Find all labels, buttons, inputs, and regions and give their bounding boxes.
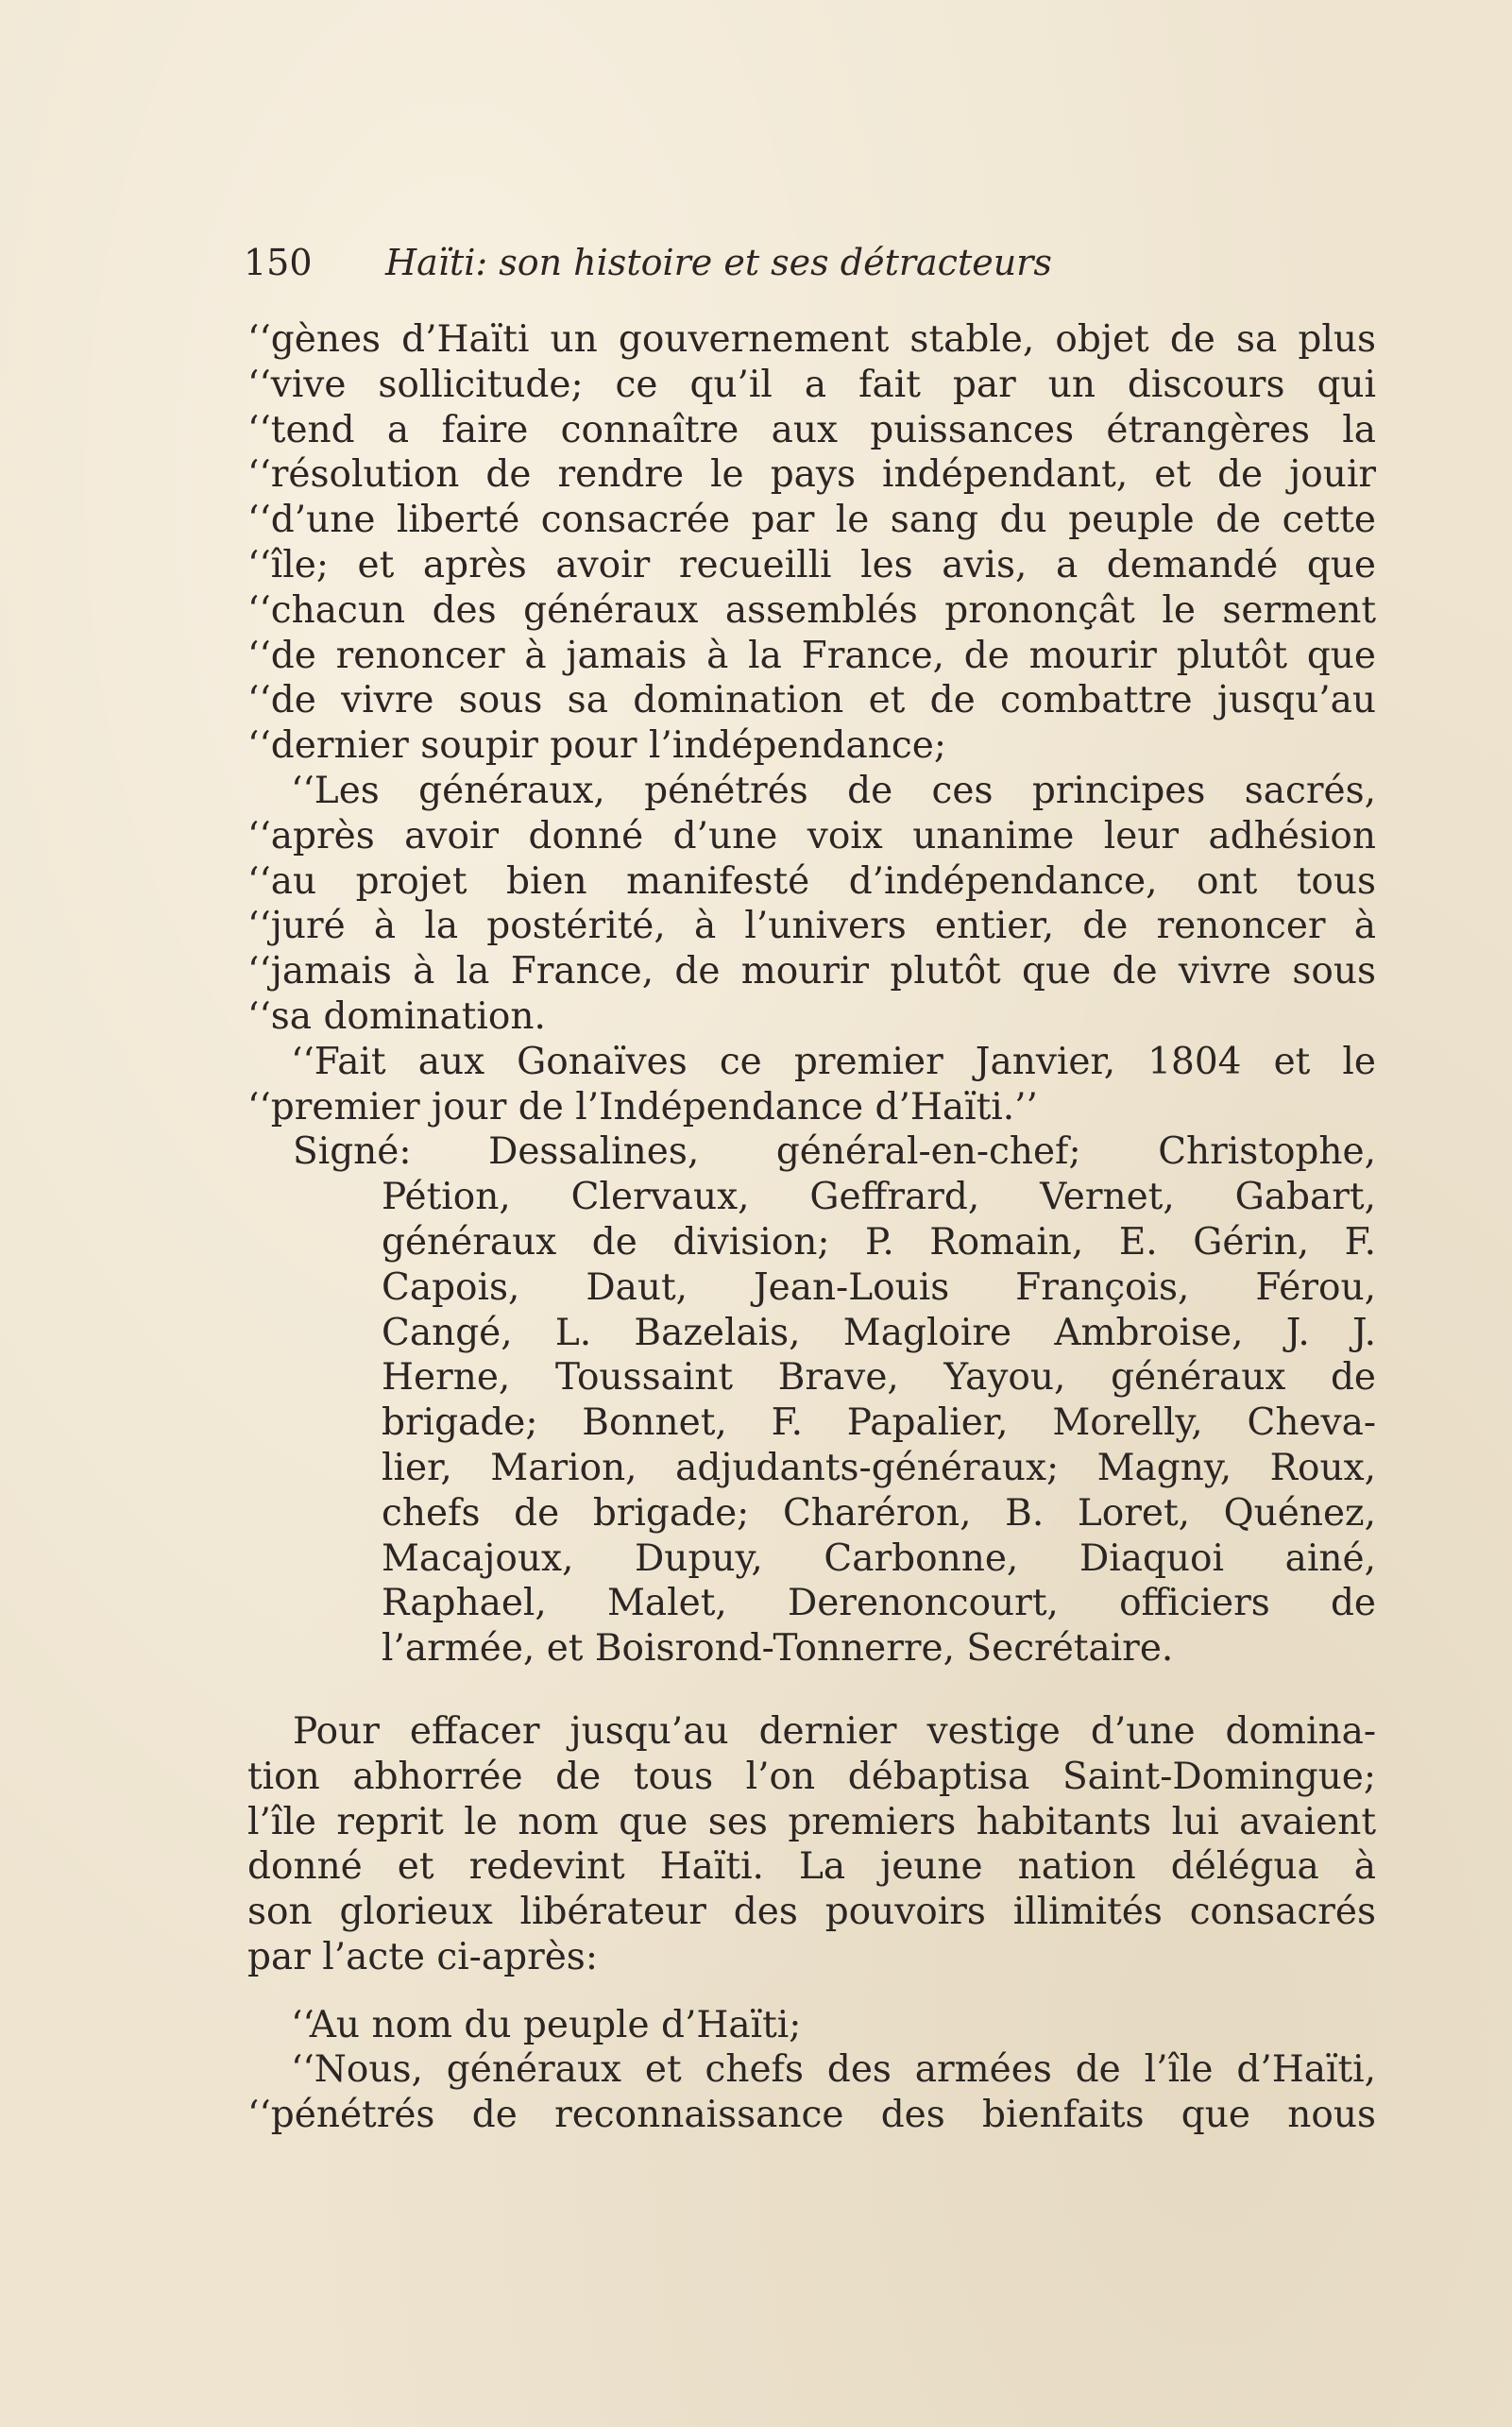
- signature-line: Herne, Toussaint Brave, Yayou, généraux de: [382, 1356, 1376, 1400]
- text-line: ‘‘d’une liberté consacrée par le sang du peuple de cette: [247, 499, 1376, 542]
- paragraph-line: par l’acte ci-après:: [247, 1935, 598, 1978]
- text-line: ‘‘île; et après avoir recueilli les avis, a demandé que: [247, 543, 1376, 586]
- text-line: ‘‘Les généraux, pénétrés de ces principes sacrés,: [291, 769, 1376, 812]
- signature-line: Signé: Dessalines, général-en-chef; Christophe,: [293, 1130, 1376, 1174]
- text-line: ‘‘dernier soupir pour l’indépendance;: [247, 724, 946, 768]
- text-line: ‘‘Fait aux Gonaïves ce premier Janvier, 1804 et le: [291, 1040, 1376, 1083]
- text-line: ‘‘de vivre sous sa domination et de combattre jusqu’au: [247, 679, 1376, 722]
- text-line: ‘‘résolution de rendre le pays indépendant, et de jouir: [247, 453, 1376, 497]
- paragraph-gap: [247, 1672, 1376, 1709]
- text-line: ‘‘jamais à la France, de mourir plutôt que de vivre sous: [247, 950, 1376, 993]
- act-line: ‘‘pénétrés de reconnaissance des bienfaits que nous: [247, 2094, 1376, 2137]
- paragraph-line: l’île reprit le nom que ses premiers habitants lui avaient: [247, 1800, 1376, 1843]
- signature-line: Pétion, Clervaux, Geffrard, Vernet, Gabart,: [382, 1176, 1376, 1219]
- signature-line: Raphael, Malet, Derenoncourt, officiers de: [382, 1582, 1376, 1625]
- paragraph-line: donné et redevint Haïti. La jeune nation délégua à: [247, 1845, 1376, 1889]
- text-line: ‘‘vive sollicitude; ce qu’il a fait par un discours qui: [247, 363, 1376, 406]
- text-line: ‘‘de renoncer à jamais à la France, de mourir plutôt que: [247, 634, 1376, 677]
- text-line: ‘‘tend a faire connaître aux puissances étrangères la: [247, 408, 1376, 451]
- text-line: ‘‘après avoir donné d’une voix unanime leur adhésion: [247, 814, 1376, 857]
- signature-line: généraux de division; P. Romain, E. Gérin, F.: [382, 1220, 1376, 1264]
- signature-line: chefs de brigade; Charéron, B. Loret, Quénez,: [382, 1491, 1376, 1535]
- paragraph-line: son glorieux libérateur des pouvoirs illimités consacrés: [247, 1891, 1376, 1934]
- paragraph-line: Pour effacer jusqu’au dernier vestige d’une domina-: [293, 1709, 1376, 1753]
- act-line: ‘‘Nous, généraux et chefs des armées de l’île d’Haïti,: [291, 2048, 1376, 2092]
- text-line: ‘‘gènes d’Haïti un gouvernement stable, objet de sa plus: [247, 318, 1376, 361]
- signature-line: brigade; Bonnet, F. Papalier, Morelly, Cheva-: [382, 1401, 1376, 1445]
- page-number: 150: [244, 242, 313, 283]
- running-title: Haïti: son histoire et ses détracteurs: [385, 242, 1052, 283]
- signature-line: l’armée, et Boisrond-Tonnerre, Secrétaire.: [382, 1627, 1174, 1671]
- paragraph-gap: [247, 1980, 1376, 2003]
- page-body: [247, 317, 1376, 2138]
- text-line: ‘‘au projet bien manifesté d’indépendance, ont tous: [247, 859, 1376, 903]
- text-line: ‘‘premier jour de l’Indépendance d’Haïti.’’: [247, 1085, 1038, 1129]
- text-line: ‘‘chacun des généraux assemblés prononçât le serment: [247, 588, 1376, 632]
- page-header: [244, 234, 1377, 291]
- signature-line: Macajoux, Dupuy, Carbonne, Diaquoi ainé,: [382, 1536, 1376, 1580]
- act-line: ‘‘Au nom du peuple d’Haïti;: [291, 2003, 802, 2046]
- paragraph-line: tion abhorrée de tous l’on débaptisa Saint-Domingue;: [247, 1755, 1376, 1798]
- text-line: ‘‘sa domination.: [247, 994, 546, 1038]
- signature-line: Capois, Daut, Jean-Louis François, Férou,: [382, 1265, 1376, 1309]
- signature-line: lier, Marion, adjudants-généraux; Magny, Roux,: [382, 1446, 1376, 1489]
- signature-line: Cangé, L. Bazelais, Magloire Ambroise, J. J.: [382, 1311, 1376, 1354]
- text-line: ‘‘juré à la postérité, à l’univers entier, de renoncer à: [247, 905, 1376, 948]
